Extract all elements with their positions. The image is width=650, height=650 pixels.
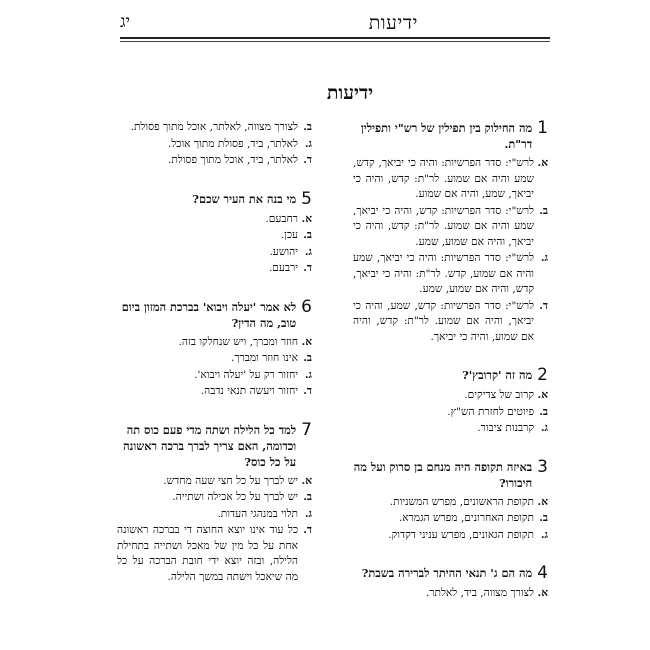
- answer-list: [353, 388, 548, 437]
- question-text: מה הם ג' תנאי ההיתר לברירה בשבת?: [361, 566, 533, 580]
- question-6: [117, 296, 312, 400]
- answer-text: לצורך מצווה, ביד, לאלתר.: [425, 587, 534, 599]
- question-text: למד כל הלילה ושתה מדי פעם כוס תה וכדומה, האם צריך לברך ברכה ראשונה על כל כוס?: [123, 422, 297, 469]
- answer-letter: ג.: [304, 368, 312, 381]
- question-4-continued-answers: [117, 120, 312, 169]
- question-number: 6: [301, 296, 312, 317]
- answer-item: [117, 120, 312, 136]
- question-heading: [117, 188, 312, 209]
- answer-list: [117, 335, 312, 400]
- answer-item: [117, 351, 312, 367]
- question-4: [353, 565, 548, 602]
- answer-text: כל עוד אינו יוצא החוצה די בברכה ראשונה אחת על כל מין של מאכל ושתייה בתחילת הלילה, ובזה יוצא ידי חובת הברכה על כל מה שיאכל וישתה במשך הלילה.: [117, 524, 298, 583]
- question-number: 5: [301, 188, 312, 209]
- answer-text: לרש"י: סדר הפרשיות: והיה כי יביאך, קדש, שמע והיה אם שמוע. לר"ת: קדש, והיה כי יביאך, שמע, והיה אם שמוע.: [353, 157, 534, 200]
- right-column: [353, 120, 548, 624]
- answer-letter: א.: [301, 474, 312, 487]
- answer-letter: ג.: [540, 528, 548, 541]
- running-head: [118, 10, 550, 36]
- answer-item: [353, 511, 548, 527]
- answer-letter: א.: [301, 335, 312, 348]
- answer-text: קרבנות ציבור.: [477, 422, 534, 434]
- answer-letter: ב.: [303, 121, 312, 133]
- answer-item: [117, 153, 312, 169]
- answer-text: חוזר ומברך, ויש שנחלקו בזה.: [178, 335, 298, 348]
- answer-text: עכן.: [280, 229, 298, 241]
- answer-letter: ב.: [303, 491, 312, 503]
- answer-item: [117, 523, 312, 585]
- answer-item: [353, 528, 548, 544]
- answer-text: לרש"י: סדר הפרשיות: קדש, שמע, והיה כי יביאך, והיה אם שמוע. לר"ת: קדש, והיה אם שמוע, והיה כי יביאך.: [353, 299, 534, 343]
- question-text: מה החילוק בין תפילין של רש"י ותפילין דר"ת.: [360, 121, 533, 151]
- answer-letter: ב.: [539, 405, 548, 418]
- answer-text: רחבעם.: [265, 212, 298, 225]
- answer-letter: א.: [537, 587, 548, 599]
- question-number: 4: [537, 563, 548, 583]
- answer-item: [353, 421, 548, 437]
- question-number: 7: [301, 419, 312, 440]
- answer-letter: א.: [537, 495, 548, 508]
- answer-list: [353, 586, 548, 602]
- question-number: 3: [537, 456, 548, 477]
- answer-item: [353, 299, 548, 346]
- answer-item: [353, 204, 548, 251]
- answer-letter: ג.: [304, 245, 312, 258]
- question-text: באיזה תקופה היה מנחם בן סרוק ועל מה חיבורו?: [353, 459, 533, 490]
- answer-text: יהושע.: [269, 245, 298, 258]
- answer-list: [353, 495, 548, 544]
- answer-letter: ג.: [304, 137, 312, 150]
- answer-item: [117, 490, 312, 506]
- answer-letter: ד.: [303, 262, 312, 274]
- answer-list: [117, 212, 312, 277]
- answer-text: יש לברך על כל אכילה ושתייה.: [172, 491, 298, 503]
- answer-item: [117, 335, 312, 351]
- answer-item: [117, 474, 312, 490]
- answer-text: יחזור ויעשה תנאי נדבה.: [200, 385, 298, 397]
- answer-item: [353, 156, 548, 203]
- question-3: [353, 456, 548, 544]
- answer-text: תקופת הגאונים, מפרש עניני דקדוק.: [388, 528, 534, 541]
- answer-letter: א.: [301, 212, 312, 225]
- answer-item: [353, 251, 548, 298]
- answer-text: לצורך מצווה, לאלתר, אוכל מתוך פסולת.: [130, 121, 298, 133]
- question-heading: [353, 565, 548, 582]
- answer-item: [117, 245, 312, 261]
- answer-text: תלוי במנהגי העדות.: [217, 507, 298, 520]
- answer-text: לרש"י: סדר הפרשיות: קדש, והיה כי יביאך, שמע והיה אם שמוע. לר"ת: קדש, והיה כי יביאך, והיה אם שמוע, שמע.: [353, 204, 534, 248]
- page-number: יג: [120, 12, 131, 32]
- section-title: ידיעות: [326, 82, 374, 104]
- answer-item: [117, 228, 312, 244]
- question-number: 1: [537, 118, 548, 138]
- answer-letter: ג.: [540, 252, 548, 264]
- answer-letter: ב.: [303, 229, 312, 241]
- answer-letter: ד.: [303, 524, 312, 536]
- question-number: 2: [537, 365, 548, 385]
- answer-list: [353, 156, 548, 345]
- answer-letter: ד.: [303, 385, 312, 397]
- question-text: מה זה 'קרובץ'?: [462, 368, 533, 382]
- answer-text: לרש"י: סדר הפרשיות: והיה כי יביאך, שמע והיה אם שמוע, קדש. לר"ת: והיה כי יביאך, קדש, והיה אם שמוע, שמע.: [353, 252, 534, 295]
- answer-letter: ד.: [539, 299, 548, 312]
- answer-text: לאלתר, ביד, פסולת מתוך אוכל.: [167, 137, 298, 150]
- question-text: לא אמר 'יעלה ויבוא' בברכת המזון ביום טוב, מה הדין?: [121, 299, 297, 330]
- answer-letter: ג.: [304, 507, 312, 520]
- answer-list: [117, 474, 312, 586]
- answer-text: קרוב של צדיקים.: [464, 389, 534, 401]
- answer-text: אינו חוזר ומברך.: [230, 352, 298, 364]
- header-rule-thick: [120, 37, 550, 39]
- answer-text: תקופת האחרונים, מפרש הגמרא.: [398, 512, 534, 524]
- answer-letter: ד.: [303, 154, 312, 166]
- answer-text: פיוטים לחזרת הש"ץ.: [447, 405, 534, 418]
- question-heading: [117, 296, 312, 331]
- answer-letter: א.: [537, 157, 548, 169]
- question-1: [353, 120, 548, 345]
- running-head-title: ידיעות: [368, 12, 418, 34]
- question-2: [353, 367, 548, 437]
- answer-letter: ב.: [539, 512, 548, 524]
- answer-letter: א.: [537, 389, 548, 401]
- answer-text: יש לברך על כל חצי שעה מחדש.: [163, 474, 298, 487]
- answer-text: יחזור רק על 'יעלה ויבוא'.: [194, 368, 298, 381]
- answer-item: [117, 137, 312, 153]
- question-text: מי בנה את העיר שכם?: [192, 191, 297, 206]
- question-7: [117, 419, 312, 586]
- question-heading: [353, 456, 548, 491]
- answer-item: [353, 495, 548, 511]
- question-5: [117, 188, 312, 277]
- question-heading: [117, 419, 312, 470]
- left-column: [117, 120, 312, 607]
- question-heading: [353, 367, 548, 384]
- question-heading: [353, 120, 548, 152]
- answer-letter: ב.: [303, 352, 312, 364]
- answer-item: [353, 405, 548, 421]
- answer-text: לאלתר, ביד, אוכל מתוך פסולת.: [167, 154, 298, 166]
- answer-letter: ב.: [539, 204, 548, 217]
- answer-item: [117, 212, 312, 228]
- answer-text: ירבעם.: [268, 262, 298, 274]
- answer-item: [353, 388, 548, 404]
- answer-item: [117, 507, 312, 523]
- answer-text: תקופת הראשונים, מפרש המשניות.: [389, 495, 534, 508]
- header-rule-thin: [120, 41, 550, 42]
- answer-item: [353, 586, 548, 602]
- answer-letter: ג.: [540, 422, 548, 434]
- answer-item: [117, 384, 312, 400]
- answer-item: [117, 261, 312, 277]
- answer-item: [117, 368, 312, 384]
